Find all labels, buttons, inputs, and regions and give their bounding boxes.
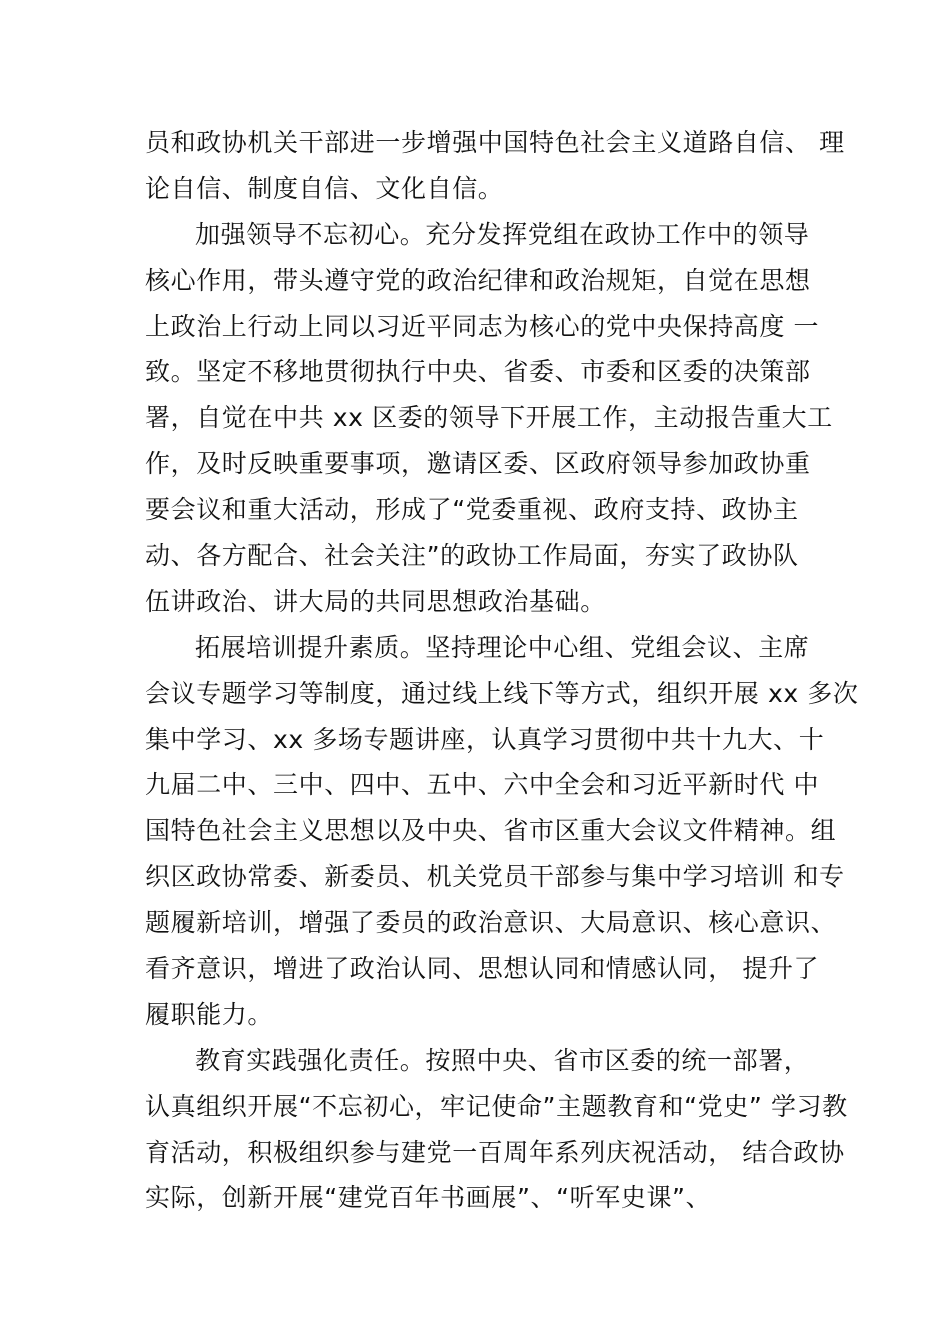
text-line: 题履新培训，增强了委员的政治意识、大局意识、核心意识、 [145,908,837,938]
text-line: 看齐意识，增进了政治认同、思想认同和情感认同， 提升了 [145,954,820,984]
paragraph-start-line: 教育实践强化责任。按照中央、省市区委的统一部署， [195,1045,810,1075]
text-line: 履职能力。 [145,999,274,1029]
text-line: 员和政协机关干部进一步增强中国特色社会主义道路自信、 理 [145,128,845,157]
text-line: 织区政协常委、新委员、机关党员干部参与集中学习培训 和专 [145,862,845,892]
text-line: 伍讲政治、讲大局的共同思想政治基础。 [145,586,606,616]
paragraph-start-line: 加强领导不忘初心。充分发挥党组在政协工作中的领导 [195,219,810,249]
paragraph-start-line: 拓展培训提升素质。坚持理论中心组、党组会议、主席 [195,632,810,662]
text-line: 育活动，积极组织参与建党一百周年系列庆祝活动， 结合政协 [145,1137,845,1167]
text-line: 作，及时反映重要事项，邀请区委、区政府领导参加政协重 [145,449,811,479]
text-line: 致。坚定不移地贯彻执行中央、省委、市委和区委的决策部 [145,357,811,387]
text-line: 国特色社会主义思想以及中央、省市区重大会议文件精神。组 [145,816,837,846]
text-line: 论自信、制度自信、文化自信。 [145,173,504,203]
body-text [145,120,859,1221]
text-line: 动、各方配合、社会关注”的政协工作局面，夯实了政协队 [145,541,799,571]
text-line: 核心作用，带头遵守党的政治纪律和政治规矩，自觉在思想 [145,265,811,295]
text-line: 上政治上行动上同以习近平同志为核心的党中央保持高度 一 [145,311,820,341]
text-line: 要会议和重大活动，形成了“党委重视、政府支持、政协主 [145,495,799,525]
text-line: 认真组织开展“不忘初心，牢记使命”主题教育和“党史” 学习教 [145,1091,848,1121]
text-line: 九届二中、三中、四中、五中、六中全会和习近平新时代 中 [145,770,820,800]
text-line: 集中学习、xx 多场专题讲座，认真学习贯彻中共十九大、十 [145,724,825,754]
text-line: 会议专题学习等制度，通过线上线下等方式，组织开展 xx 多次 [145,678,859,708]
text-line: 实际，创新开展“建党百年书画展”、“听军史课”、 [145,1183,712,1213]
text-line: 署，自觉在中共 xx 区委的领导下开展工作，主动报告重大工 [145,403,833,433]
